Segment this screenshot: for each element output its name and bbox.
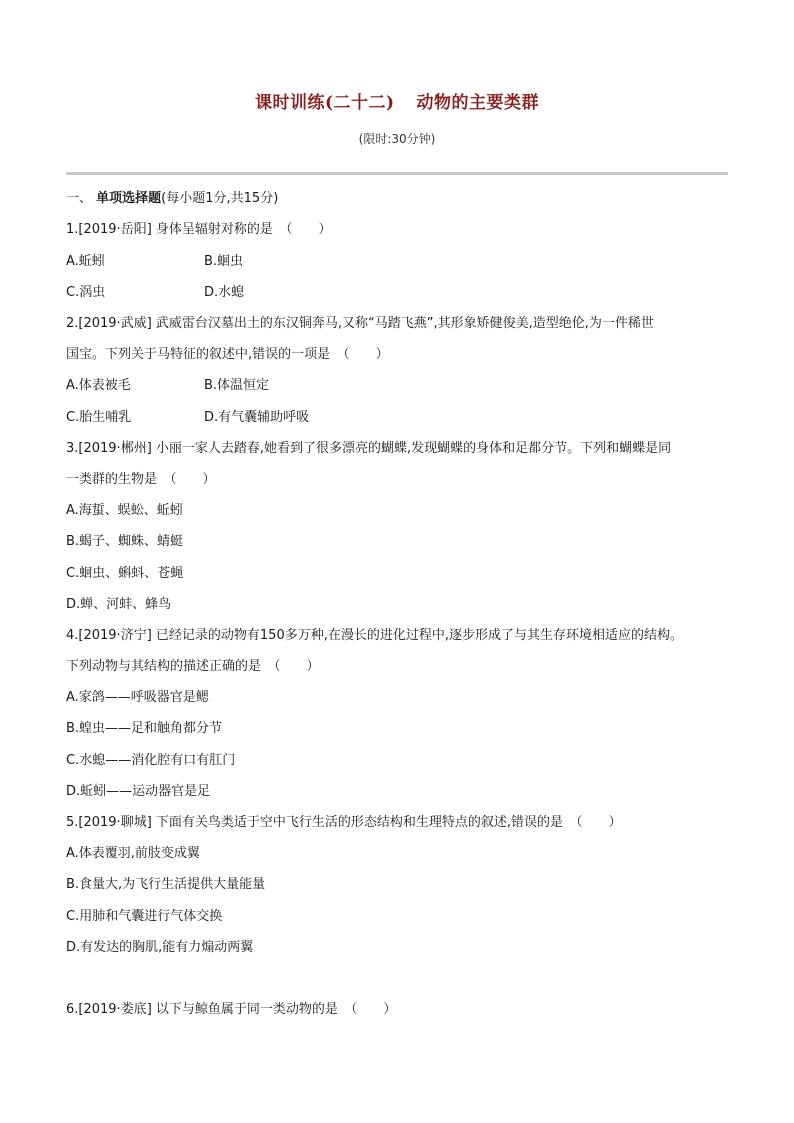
time-limit: (限时:30分钟) <box>358 132 436 146</box>
question-4-stem-line-2: 下列动物与其结构的描述正确的是 （ ） <box>66 659 320 674</box>
title-sub: 动物的主要类群 <box>416 93 540 113</box>
question-4-stem-line-1: 4.[2019·济宁] 已经记录的动物有150多万种,在漫长的进化过程中,逐步形成了与其生存环境相适应的结构。 <box>66 628 683 643</box>
question-5-option-b[interactable]: B.食量大,为飞行生活提供大量能量 <box>66 877 266 892</box>
question-5-option-c[interactable]: C.用肺和气囊进行气体交换 <box>66 909 223 924</box>
question-2-option-c[interactable]: C.胎生哺乳 <box>66 410 132 425</box>
question-1-option-c[interactable]: C.涡虫 <box>66 285 106 300</box>
section-title: 单项选择题 <box>96 191 162 206</box>
question-3-stem-line-2: 一类群的生物是 （ ） <box>66 472 216 487</box>
question-3-stem-line-1: 3.[2019·郴州] 小丽一家人去踏春,她看到了很多漂亮的蝴蝶,发现蝴蝶的身体和足都分节。下列和蝴蝶是同 <box>66 441 672 456</box>
section-number: 一、 <box>66 191 93 206</box>
title-main: 课时训练(二十二) <box>254 93 395 113</box>
question-1-stem: 1.[2019·岳阳] 身体呈辐射对称的是 （ ） <box>66 222 332 237</box>
question-5-option-d[interactable]: D.有发达的胸肌,能有力煽动两翼 <box>66 940 254 955</box>
question-4-option-c[interactable]: C.水螅——消化腔有口有肛门 <box>66 753 236 768</box>
question-5-option-a[interactable]: A.体表覆羽,前肢变成翼 <box>66 846 200 861</box>
question-3-option-c[interactable]: C.蛔虫、蝌蚪、苍蝇 <box>66 566 184 581</box>
question-2-option-b[interactable]: B.体温恒定 <box>204 378 270 393</box>
question-4-option-d[interactable]: D.蚯蚓——运动器官是足 <box>66 784 211 799</box>
question-2-option-d[interactable]: D.有气囊辅助呼吸 <box>204 410 310 425</box>
question-4-option-b[interactable]: B.蝗虫——足和触角都分节 <box>66 721 223 736</box>
question-3-option-b[interactable]: B.蝎子、蜘蛛、蜻蜓 <box>66 534 184 549</box>
section-note: (每小题1分,共15分) <box>161 191 279 206</box>
question-2-option-a[interactable]: A.体表被毛 <box>66 378 131 393</box>
question-5-stem: 5.[2019·聊城] 下面有关鸟类适于空中飞行生活的形态结构和生理特点的叙述,错误的是 （ ） <box>66 815 622 830</box>
section-heading <box>66 190 278 208</box>
page-title <box>0 88 794 113</box>
question-3-option-d[interactable]: D.蝉、河蚌、蜂鸟 <box>66 597 172 612</box>
question-3-option-a[interactable]: A.海蜇、蜈蚣、蚯蚓 <box>66 503 183 518</box>
question-4-option-a[interactable]: A.家鸽——呼吸器官是鳃 <box>66 690 209 705</box>
header-divider <box>66 172 728 175</box>
question-2-stem-line-2: 国宝。下列关于马特征的叙述中,错误的一项是 （ ） <box>66 347 389 362</box>
question-2-stem-line-1: 2.[2019·武威] 武威雷台汉墓出土的东汉铜奔马,又称“马踏飞燕”,其形象矫健俊美,造型绝伦,为一件稀世 <box>66 316 654 331</box>
question-1-option-a[interactable]: A.蚯蚓 <box>66 254 105 269</box>
question-6-stem: 6.[2019·娄底] 以下与鲸鱼属于同一类动物的是 （ ） <box>66 1002 397 1017</box>
question-1-option-b[interactable]: B.蛔虫 <box>204 254 244 269</box>
question-1-option-d[interactable]: D.水螅 <box>204 285 245 300</box>
